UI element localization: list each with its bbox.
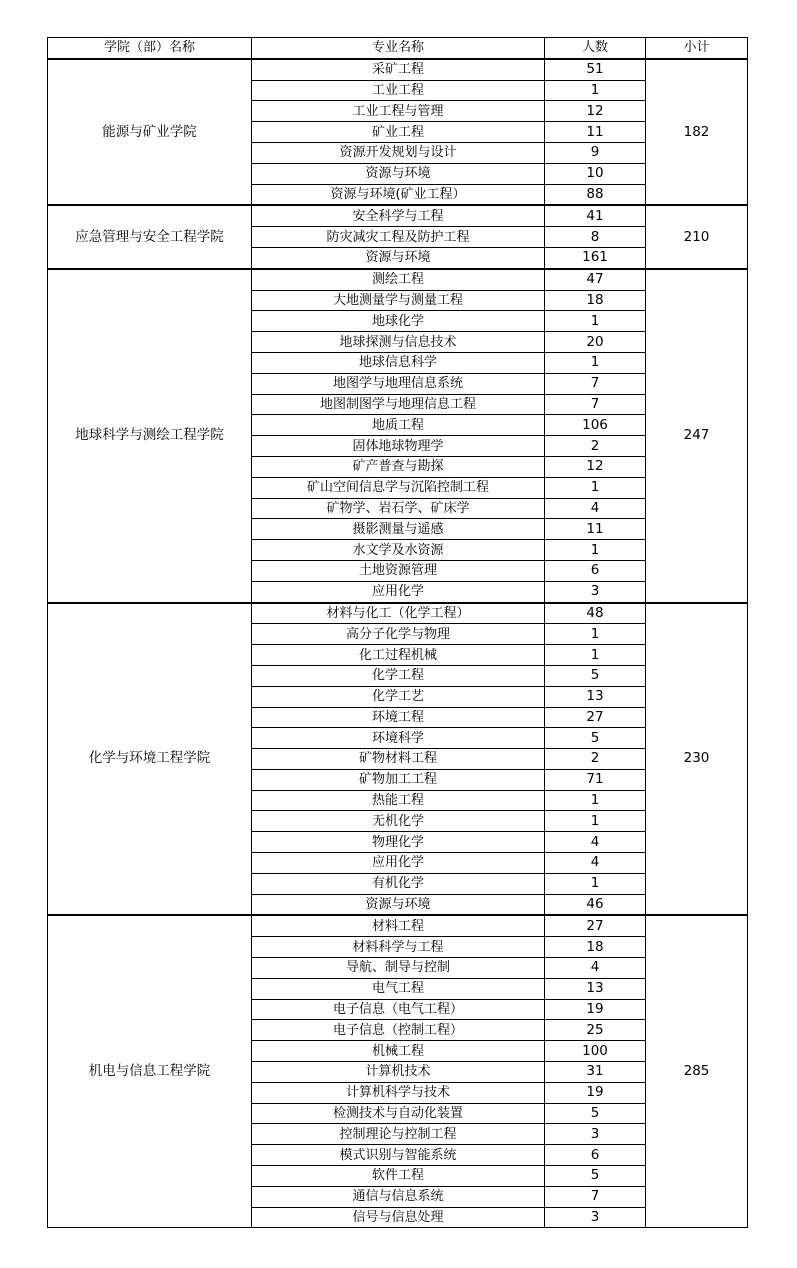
major-name: 矿山空间信息学与沉陷控制工程 [252, 477, 545, 498]
major-name: 物理化学 [252, 832, 545, 853]
student-count: 2 [545, 436, 646, 457]
college-subtotal: 285 [646, 915, 748, 1227]
major-name: 无机化学 [252, 811, 545, 832]
college-group [48, 59, 748, 206]
student-count: 4 [545, 832, 646, 853]
major-name: 热能工程 [252, 790, 545, 811]
student-count: 20 [545, 332, 646, 353]
student-count: 106 [545, 415, 646, 436]
student-count: 6 [545, 560, 646, 581]
major-name: 应用化学 [252, 581, 545, 602]
student-count: 1 [545, 352, 646, 373]
college-group [48, 915, 748, 1227]
student-count: 1 [545, 790, 646, 811]
college-group [48, 205, 748, 268]
major-name: 矿业工程 [252, 122, 545, 143]
header-subtotal: 小计 [646, 38, 748, 59]
student-count: 51 [545, 59, 646, 80]
table-row [48, 59, 748, 80]
student-count: 1 [545, 311, 646, 332]
major-name: 固体地球物理学 [252, 436, 545, 457]
college-group [48, 603, 748, 916]
major-name: 材料科学与工程 [252, 937, 545, 958]
college-subtotal: 210 [646, 205, 748, 268]
major-name: 摄影测量与遥感 [252, 519, 545, 540]
student-count: 7 [545, 394, 646, 415]
major-name: 大地测量学与测量工程 [252, 290, 545, 311]
major-name: 检测技术与自动化装置 [252, 1103, 545, 1124]
major-name: 资源与环境(矿业工程） [252, 184, 545, 205]
major-name: 资源开发规划与设计 [252, 142, 545, 163]
student-count: 18 [545, 290, 646, 311]
major-name: 安全科学与工程 [252, 205, 545, 226]
major-name: 控制理论与控制工程 [252, 1124, 545, 1145]
college-name: 化学与环境工程学院 [48, 603, 252, 916]
major-name: 地图制图学与地理信息工程 [252, 394, 545, 415]
major-name: 化学工艺 [252, 686, 545, 707]
student-count: 3 [545, 1207, 646, 1228]
major-name: 电子信息（电气工程） [252, 999, 545, 1020]
college-name: 地球科学与测绘工程学院 [48, 269, 252, 603]
student-count: 5 [545, 728, 646, 749]
student-count: 13 [545, 978, 646, 999]
student-count: 1 [545, 873, 646, 894]
student-count: 47 [545, 269, 646, 290]
table-row [48, 205, 748, 226]
student-count: 4 [545, 958, 646, 979]
major-name: 地球化学 [252, 311, 545, 332]
student-count: 25 [545, 1020, 646, 1041]
table-row [48, 603, 748, 624]
student-count: 3 [545, 581, 646, 602]
major-name: 模式识别与智能系统 [252, 1145, 545, 1166]
major-name: 电子信息（控制工程） [252, 1020, 545, 1041]
student-count: 4 [545, 498, 646, 519]
major-name: 地质工程 [252, 415, 545, 436]
student-count: 1 [545, 645, 646, 666]
major-name: 水文学及水资源 [252, 540, 545, 561]
major-name: 资源与环境 [252, 247, 545, 268]
major-name: 防灾减灾工程及防护工程 [252, 227, 545, 248]
major-name: 计算机技术 [252, 1062, 545, 1083]
student-count: 100 [545, 1041, 646, 1062]
header-count: 人数 [545, 38, 646, 59]
student-count: 88 [545, 184, 646, 205]
college-group [48, 269, 748, 603]
college-subtotal: 182 [646, 59, 748, 206]
student-count: 1 [545, 624, 646, 645]
student-count: 8 [545, 227, 646, 248]
student-count: 12 [545, 456, 646, 477]
major-name: 环境工程 [252, 707, 545, 728]
student-count: 161 [545, 247, 646, 268]
college-name: 能源与矿业学院 [48, 59, 252, 206]
college-name: 应急管理与安全工程学院 [48, 205, 252, 268]
student-count: 1 [545, 477, 646, 498]
student-count: 3 [545, 1124, 646, 1145]
student-count: 7 [545, 373, 646, 394]
student-count: 5 [545, 1103, 646, 1124]
major-name: 矿物材料工程 [252, 749, 545, 770]
major-name: 工业工程与管理 [252, 101, 545, 122]
header-college: 学院（部）名称 [48, 38, 252, 59]
major-name: 导航、制导与控制 [252, 958, 545, 979]
college-subtotal: 230 [646, 603, 748, 916]
major-name: 采矿工程 [252, 59, 545, 80]
student-count: 19 [545, 999, 646, 1020]
student-count: 10 [545, 163, 646, 184]
major-name: 工业工程 [252, 80, 545, 101]
student-count: 31 [545, 1062, 646, 1083]
student-count: 5 [545, 1166, 646, 1187]
table-row [48, 915, 748, 936]
major-name: 矿物学、岩石学、矿床学 [252, 498, 545, 519]
header-major: 专业名称 [252, 38, 545, 59]
major-name: 通信与信息系统 [252, 1186, 545, 1207]
student-count: 5 [545, 665, 646, 686]
major-name: 信号与信息处理 [252, 1207, 545, 1228]
student-count: 12 [545, 101, 646, 122]
student-count: 41 [545, 205, 646, 226]
major-name: 矿产普查与勘探 [252, 456, 545, 477]
enrollment-table [47, 37, 748, 1228]
major-name: 矿物加工工程 [252, 769, 545, 790]
student-count: 6 [545, 1145, 646, 1166]
major-name: 测绘工程 [252, 269, 545, 290]
student-count: 27 [545, 707, 646, 728]
student-count: 13 [545, 686, 646, 707]
college-name: 机电与信息工程学院 [48, 915, 252, 1227]
table-row [48, 269, 748, 290]
major-name: 计算机科学与技术 [252, 1082, 545, 1103]
table-header-row [48, 38, 748, 59]
student-count: 9 [545, 142, 646, 163]
major-name: 高分子化学与物理 [252, 624, 545, 645]
student-count: 2 [545, 749, 646, 770]
major-name: 化工过程机械 [252, 645, 545, 666]
major-name: 资源与环境 [252, 894, 545, 915]
major-name: 资源与环境 [252, 163, 545, 184]
major-name: 材料工程 [252, 915, 545, 936]
major-name: 环境科学 [252, 728, 545, 749]
student-count: 1 [545, 80, 646, 101]
student-count: 46 [545, 894, 646, 915]
major-name: 材料与化工（化学工程） [252, 603, 545, 624]
college-subtotal: 247 [646, 269, 748, 603]
student-count: 71 [545, 769, 646, 790]
student-count: 1 [545, 540, 646, 561]
major-name: 软件工程 [252, 1166, 545, 1187]
major-name: 电气工程 [252, 978, 545, 999]
student-count: 11 [545, 519, 646, 540]
major-name: 地球信息科学 [252, 352, 545, 373]
major-name: 地球探测与信息技术 [252, 332, 545, 353]
student-count: 27 [545, 915, 646, 936]
major-name: 土地资源管理 [252, 560, 545, 581]
major-name: 化学工程 [252, 665, 545, 686]
major-name: 机械工程 [252, 1041, 545, 1062]
student-count: 48 [545, 603, 646, 624]
major-name: 地图学与地理信息系统 [252, 373, 545, 394]
student-count: 1 [545, 811, 646, 832]
student-count: 11 [545, 122, 646, 143]
student-count: 7 [545, 1186, 646, 1207]
student-count: 4 [545, 853, 646, 874]
student-count: 19 [545, 1082, 646, 1103]
major-name: 有机化学 [252, 873, 545, 894]
student-count: 18 [545, 937, 646, 958]
major-name: 应用化学 [252, 853, 545, 874]
